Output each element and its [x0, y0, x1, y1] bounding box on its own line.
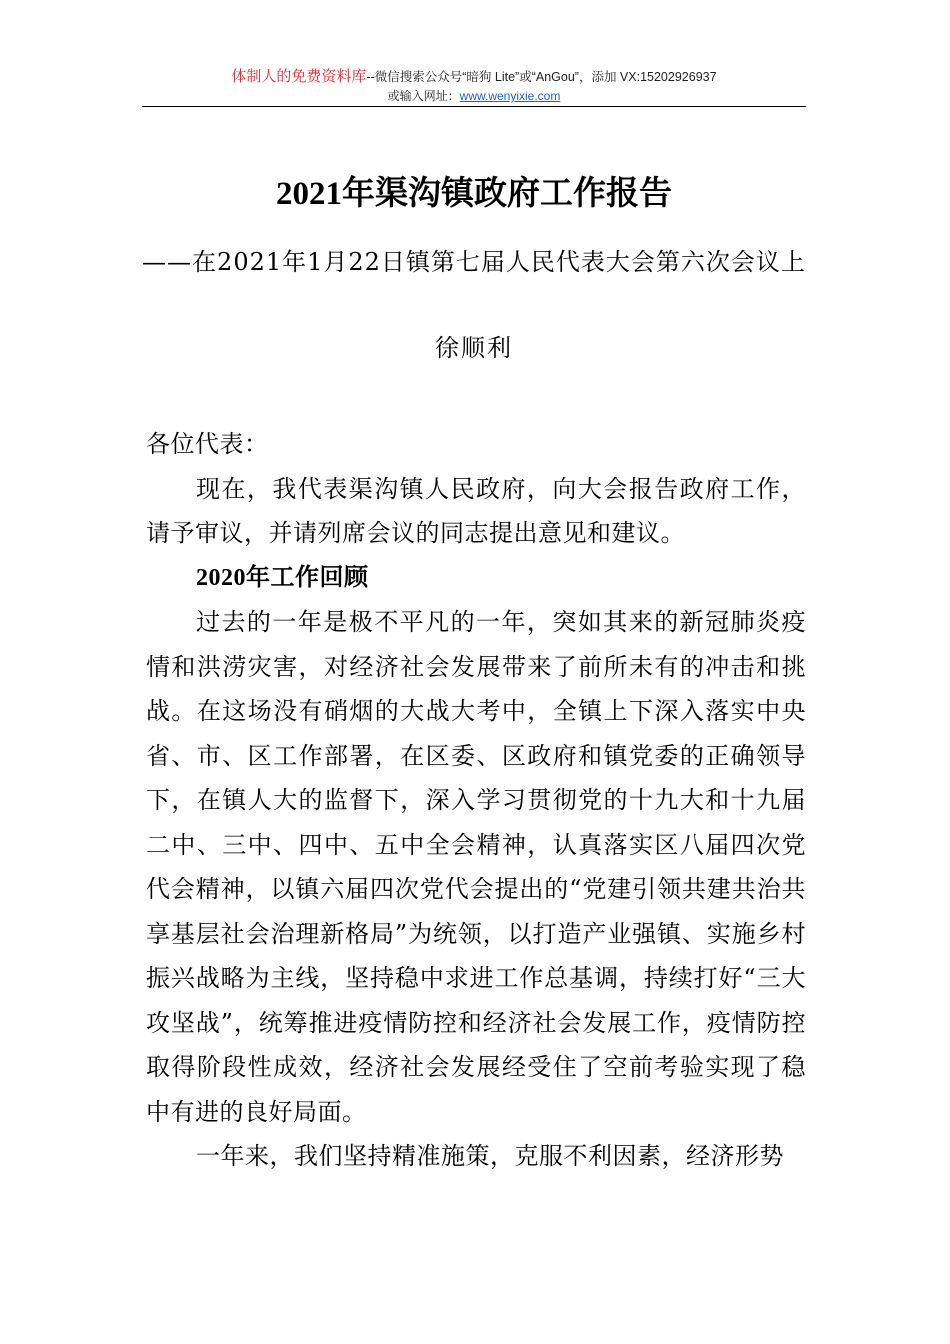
- section-heading: 2020年工作回顾: [196, 564, 369, 591]
- document-body: [146, 422, 806, 1179]
- body-paragraph-2: 一年来，我们坚持精准施策，克服不利因素，经济形势: [196, 1142, 784, 1170]
- salutation: 各位代表：: [146, 430, 269, 458]
- header-url-label: 或输入网址：: [387, 89, 460, 103]
- document-author: 徐顺利: [435, 334, 513, 362]
- header-promo-line: [142, 66, 806, 87]
- document-title: 2021年渠沟镇政府工作报告: [276, 176, 672, 212]
- intro-paragraph: 现在，我代表渠沟镇人民政府，向大会报告政府工作，请予审议，并请列席会议的同志提出意见和建议。: [146, 474, 806, 547]
- header-note: --微信搜索公众号“暗狗 Lite”或“AnGou”，添加 VX:15202926937: [366, 70, 717, 84]
- header-url-line: [142, 87, 806, 105]
- header-url-link[interactable]: www.wenyixie.com: [459, 89, 561, 103]
- document-subtitle: ——在2021年1月22日镇第七届人民代表大会第六次会议上: [142, 248, 806, 276]
- header-brand: 体制人的免费资料库: [231, 68, 367, 85]
- body-paragraph-1: 过去的一年是极不平凡的一年，突如其来的新冠肺炎疫情和洪涝灾害，对经济社会发展带来了前所未有的冲击和挑战。在这场没有硝烟的大战大考中，全镇上下深入落实中央省、市、区工作部署，在区委、区政府和镇党委的正确领导下，在镇人大的监督下，深入学习贯彻党的十九大和十九届二中、三中、四中、五中全会精神，认真落实区八届四次党代会精神，以镇六届四次党代会提出的“党建引领共建共治共享基层社会治理新格局”为统领，以打造产业强镇、实施乡村振兴战略为主线，坚持稳中求进工作总基调，持续打好“三大攻坚战”，统筹推进疫情防控和经济社会发展工作，疫情防控取得阶段性成效，经济社会发展经受住了空前考验实现了稳中有进的良好局面。: [146, 608, 806, 1126]
- header-divider: [142, 106, 806, 107]
- page-header: [142, 66, 806, 105]
